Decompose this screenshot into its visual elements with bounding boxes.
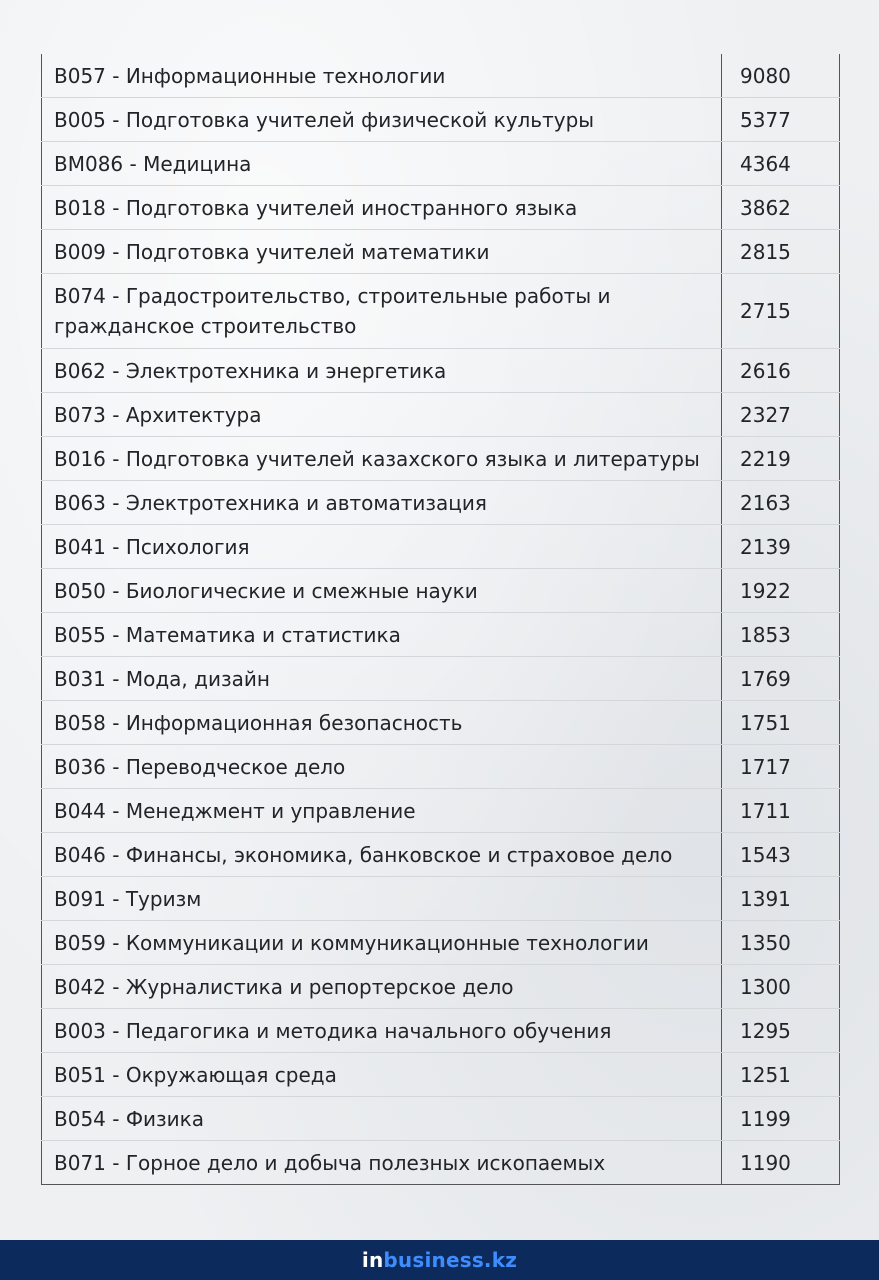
table-row [42,481,840,525]
grant-count-cell: 2327 [722,393,840,437]
specialty-name-cell: В041 - Психология [42,525,722,569]
grant-count-cell: 1543 [722,833,840,877]
table-row [42,1141,840,1185]
specialty-name-cell: В005 - Подготовка учителей физической культуры [42,98,722,142]
specialty-name-cell: В055 - Математика и статистика [42,613,722,657]
specialty-name-cell: ВМ086 - Медицина [42,142,722,186]
grant-count-cell: 1853 [722,613,840,657]
table-row [42,701,840,745]
specialty-name-cell: В062 - Электротехника и энергетика [42,349,722,393]
table-row [42,54,840,98]
grant-count-cell: 2219 [722,437,840,481]
grant-count-cell: 1251 [722,1053,840,1097]
table-row [42,349,840,393]
grant-count-cell: 1190 [722,1141,840,1185]
specialty-name-cell: В057 - Информационные технологии [42,54,722,98]
specialty-name-cell: В091 - Туризм [42,877,722,921]
table-row [42,745,840,789]
table-row [42,965,840,1009]
table-row [42,921,840,965]
specialty-name-cell: В046 - Финансы, экономика, банковское и страховое дело [42,833,722,877]
logo-text: business.kz [383,1248,518,1272]
grant-count-cell: 1711 [722,789,840,833]
table-row [42,98,840,142]
specialty-name-cell: В018 - Подготовка учителей иностранного языка [42,186,722,230]
grant-count-cell: 5377 [722,98,840,142]
grant-count-cell: 1391 [722,877,840,921]
grant-count-cell: 1300 [722,965,840,1009]
specialty-name-cell: В009 - Подготовка учителей математики [42,230,722,274]
grant-count-cell: 1199 [722,1097,840,1141]
table-row [42,569,840,613]
grant-count-cell: 9080 [722,54,840,98]
grant-count-cell: 1922 [722,569,840,613]
specialty-name-cell: В051 - Окружающая среда [42,1053,722,1097]
specialty-name-cell: В042 - Журналистика и репортерское дело [42,965,722,1009]
grant-count-cell: 2139 [722,525,840,569]
table-row [42,1053,840,1097]
table-row [42,833,840,877]
table-row [42,789,840,833]
specialty-name-cell: В054 - Физика [42,1097,722,1141]
grant-count-cell: 4364 [722,142,840,186]
specialty-name-cell: В050 - Биологические и смежные науки [42,569,722,613]
grant-count-cell: 2715 [722,274,840,349]
table-row [42,657,840,701]
specialty-name-cell: В073 - Архитектура [42,393,722,437]
table-row [42,230,840,274]
specialty-name-cell: В063 - Электротехника и автоматизация [42,481,722,525]
table-row [42,613,840,657]
table-row [42,142,840,186]
table-row [42,437,840,481]
grant-count-cell: 1295 [722,1009,840,1053]
footer-bar [0,1240,879,1280]
grant-count-cell: 1751 [722,701,840,745]
grant-count-cell: 1769 [722,657,840,701]
grant-count-cell: 2815 [722,230,840,274]
table-row [42,525,840,569]
specialty-name-cell: В074 - Градостроительство, строительные работы и гражданское строительство [42,274,722,349]
table-row [42,1009,840,1053]
specialty-name-cell: В071 - Горное дело и добыча полезных ископаемых [42,1141,722,1185]
specialty-name-cell: В058 - Информационная безопасность [42,701,722,745]
brand-logo[interactable] [362,1248,517,1272]
specialty-name-cell: В031 - Мода, дизайн [42,657,722,701]
specialties-table [41,54,839,1185]
grant-count-cell: 1350 [722,921,840,965]
table-row [42,186,840,230]
grant-count-cell: 3862 [722,186,840,230]
grant-count-cell: 2163 [722,481,840,525]
table-row [42,1097,840,1141]
grant-count-cell: 1717 [722,745,840,789]
logo-prefix: in [361,1248,384,1272]
specialty-name-cell: В003 - Педагогика и методика начального обучения [42,1009,722,1053]
specialty-name-cell: В036 - Переводческое дело [42,745,722,789]
specialty-name-cell: В016 - Подготовка учителей казахского языка и литературы [42,437,722,481]
table-row [42,393,840,437]
table-row [42,877,840,921]
specialty-name-cell: В059 - Коммуникации и коммуникационные технологии [42,921,722,965]
grant-count-cell: 2616 [722,349,840,393]
table-row [42,274,840,349]
specialty-name-cell: В044 - Менеджмент и управление [42,789,722,833]
